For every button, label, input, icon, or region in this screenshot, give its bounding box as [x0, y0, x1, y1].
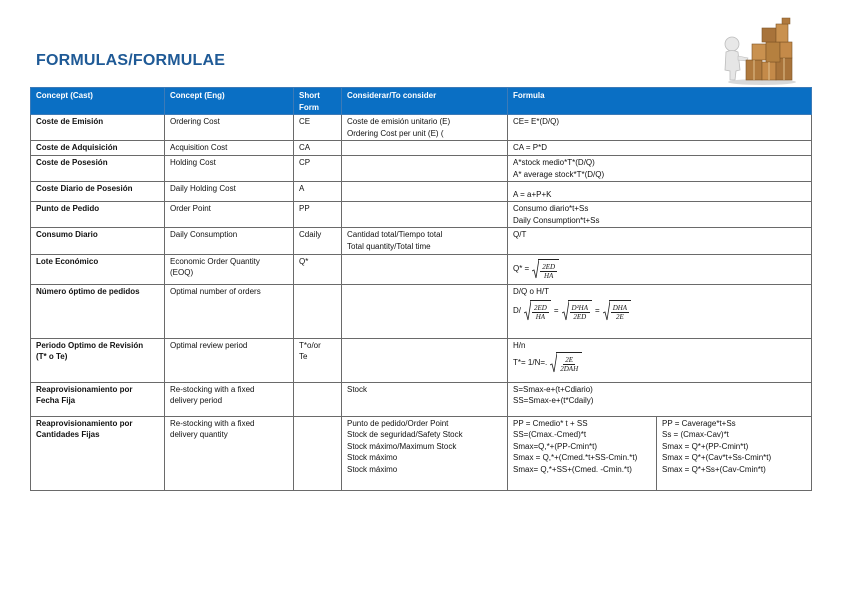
- consider-line: Ordering Cost per unit (E) (: [347, 128, 444, 138]
- table-row: [31, 155, 812, 181]
- table-row: [31, 416, 812, 490]
- eng-line: delivery quantity: [170, 430, 228, 440]
- frac-den: HA: [543, 271, 554, 280]
- formula-line: Daily Consumption*t+Ss: [513, 215, 600, 225]
- review-formula: [513, 352, 806, 373]
- frac-den: 2DAH: [560, 365, 579, 374]
- frac-num: D²HA: [571, 304, 589, 313]
- table-row: [31, 202, 812, 228]
- cell-consider: [342, 254, 508, 284]
- cell-formula: [508, 254, 812, 284]
- eng-line: Economic Order Quantity: [170, 256, 260, 266]
- cell-short-form: CE: [294, 115, 342, 141]
- boxes-figure-icon: [718, 16, 800, 86]
- cell-consider: [342, 228, 508, 254]
- formula-line: Ss = (Cmax-Cav)*t: [662, 430, 729, 440]
- eoq-formula: [513, 259, 806, 280]
- cell-consider: Stock: [342, 382, 508, 416]
- table-row: [31, 284, 812, 338]
- formula-line: D/Q o H/T: [513, 286, 550, 296]
- cell-formula: [508, 338, 812, 382]
- cell-consider: [342, 416, 508, 490]
- cast-line: Reaprovisionamiento por: [36, 384, 133, 394]
- cell-concept-eng: Daily Consumption: [165, 228, 294, 254]
- cell-short-form: A: [294, 182, 342, 202]
- frac-num: 2E: [565, 356, 574, 365]
- header-short-form-line1: Short: [299, 91, 320, 100]
- formula-line: Smax=Q,*+(PP-Cmin*t): [513, 441, 598, 451]
- cell-concept-cast: [31, 338, 165, 382]
- cell-concept-cast: Coste de Posesión: [31, 155, 165, 181]
- header-concept-cast: Concept (Cast): [31, 88, 165, 115]
- cell-concept-eng: Ordering Cost: [165, 115, 294, 141]
- cell-concept-cast: Lote Económico: [31, 254, 165, 284]
- cell-formula: [508, 382, 812, 416]
- cell-formula-english: [657, 416, 812, 490]
- cell-formula-spanish: [508, 416, 657, 490]
- table-row: [31, 182, 812, 202]
- cell-concept-eng: [165, 416, 294, 490]
- cell-consider: [342, 141, 508, 156]
- frac-num: 2ED: [534, 304, 547, 313]
- cast-line: Cantidades Fijas: [36, 430, 100, 440]
- cell-short-form: Q*: [294, 254, 342, 284]
- cell-concept-cast: Número óptimo de pedidos: [31, 284, 165, 338]
- cast-line: Reaprovisionamiento por: [36, 418, 133, 428]
- consider-line: Punto de pedido/Order Point: [347, 418, 449, 428]
- eng-line: Re-stocking with a fixed: [170, 418, 255, 428]
- formula-line: SS=Smax-e+(t*Cdaily): [513, 396, 594, 406]
- eng-line: Re-stocking with a fixed: [170, 384, 255, 394]
- cell-formula: [508, 202, 812, 228]
- table-row: [31, 254, 812, 284]
- cell-formula: CA = P*D: [508, 141, 812, 156]
- cell-concept-eng: Optimal number of orders: [165, 284, 294, 338]
- equals-sign: =: [553, 305, 559, 315]
- header-consider: Considerar/To consider: [342, 88, 508, 115]
- formula-line: H/n: [513, 340, 526, 350]
- cell-concept-cast: [31, 382, 165, 416]
- header-short-form-line2: Form: [299, 102, 319, 112]
- header-formula: Formula: [508, 88, 812, 115]
- short-line: T*o/or: [299, 340, 321, 350]
- header-short-form: [294, 88, 342, 115]
- cell-consider: [342, 155, 508, 181]
- cell-concept-cast: Punto de Pedido: [31, 202, 165, 228]
- cell-consider: [342, 284, 508, 338]
- equals-sign: =: [595, 305, 600, 315]
- formula-line: Smax = Q*+(PP-Cmin*t): [662, 441, 749, 451]
- formula-line: PP = Caverage*t+Ss: [662, 418, 736, 428]
- cell-concept-eng: Order Point: [165, 202, 294, 228]
- formula-line: SS=(Cmax.-Cmed)*t: [513, 430, 587, 440]
- page-title: FORMULAS/FORMULAE: [36, 52, 226, 69]
- cell-short-form: [294, 416, 342, 490]
- formula-line: A* average stock*T*(D/Q): [513, 169, 605, 179]
- cell-concept-cast: Consumo Diario: [31, 228, 165, 254]
- formula-line: Smax = Q,*+(Cmed.*t+SS-Cmin.*t): [513, 453, 638, 463]
- cell-concept-eng: Holding Cost: [165, 155, 294, 181]
- sqrt-symbol: [524, 300, 551, 321]
- formula-line: Smax = Q*+(Cav*t+Ss-Cmin*t): [662, 453, 772, 463]
- formula-line: A*stock medio*T*(D/Q): [513, 157, 595, 167]
- formula-line: Smax= Q,*+SS+(Cmed. -Cmin.*t): [513, 464, 632, 474]
- cell-concept-cast: [31, 416, 165, 490]
- consider-line: Coste de emisión unitario (E): [347, 117, 451, 127]
- cell-short-form: [294, 382, 342, 416]
- cast-line: (T* o Te): [36, 352, 68, 362]
- frac-den: 2ED: [573, 313, 587, 322]
- cell-formula: A = a+P+K: [508, 182, 812, 202]
- cell-formula: [508, 284, 812, 338]
- frac-num: 2ED: [542, 262, 556, 271]
- consider-line: Stock máximo: [347, 464, 398, 474]
- cell-concept-cast: Coste de Emisión: [31, 115, 165, 141]
- formula-prefix: T*= 1/N=.: [513, 357, 548, 367]
- cell-short-form: CP: [294, 155, 342, 181]
- cell-concept-cast: Coste de Adquisición: [31, 141, 165, 156]
- cell-concept-eng: [165, 254, 294, 284]
- cell-concept-eng: Optimal review period: [165, 338, 294, 382]
- cell-consider: [342, 182, 508, 202]
- formula-line: PP = Cmedio* t + SS: [513, 418, 588, 428]
- sqrt-symbol: [550, 352, 582, 373]
- formula-line: Consumo diario*t+Ss: [513, 204, 589, 214]
- orders-formula: [513, 300, 806, 321]
- sqrt-symbol: [603, 300, 631, 321]
- consider-line: Stock de seguridad/Safety Stock: [347, 430, 463, 440]
- cell-short-form: Cdaily: [294, 228, 342, 254]
- table-row: [31, 338, 812, 382]
- formula-line: Smax = Q*+Ss+(Cav-Cmin*t): [662, 464, 766, 474]
- cell-concept-eng: Daily Holding Cost: [165, 182, 294, 202]
- sqrt-symbol: [562, 300, 593, 321]
- short-line: Te: [299, 352, 308, 362]
- frac-num: DHA: [612, 304, 628, 313]
- formula-prefix: Q* =: [513, 264, 530, 274]
- cell-concept-cast: Coste Diario de Posesión: [31, 182, 165, 202]
- consider-line: Stock máximo: [347, 453, 398, 463]
- consider-line: Stock máximo/Maximum Stock: [347, 441, 457, 451]
- cell-formula: CE= E*(D/Q): [508, 115, 812, 141]
- cell-short-form: PP: [294, 202, 342, 228]
- frac-den: HA: [535, 313, 546, 322]
- cell-short-form: [294, 284, 342, 338]
- cell-concept-eng: [165, 382, 294, 416]
- table-row: [31, 382, 812, 416]
- frac-den: 2E: [615, 313, 624, 322]
- table-row: [31, 141, 812, 156]
- table-row: [31, 228, 812, 254]
- formula-prefix: D/: [513, 305, 521, 315]
- header-row: [31, 88, 812, 115]
- consider-line: Total quantity/Total time: [347, 241, 431, 251]
- eng-line: (EOQ): [170, 268, 194, 278]
- cell-formula: [508, 155, 812, 181]
- cell-formula: Q/T: [508, 228, 812, 254]
- cell-consider: [342, 202, 508, 228]
- cell-short-form: CA: [294, 141, 342, 156]
- formula-line: S=Smax-e+(t+Cdiario): [513, 384, 593, 394]
- formulas-table: [30, 87, 812, 491]
- cast-line: Periodo Optimo de Revisión: [36, 340, 144, 350]
- sqrt-symbol: [532, 259, 559, 280]
- cell-short-form: [294, 338, 342, 382]
- consider-line: Cantidad total/Tiempo total: [347, 230, 443, 240]
- header-concept-eng: Concept (Eng): [165, 88, 294, 115]
- cell-consider: [342, 115, 508, 141]
- cast-line: Fecha Fija: [36, 396, 76, 406]
- cell-consider: [342, 338, 508, 382]
- cell-concept-eng: Acquisition Cost: [165, 141, 294, 156]
- eng-line: delivery period: [170, 396, 223, 406]
- table-row: [31, 115, 812, 141]
